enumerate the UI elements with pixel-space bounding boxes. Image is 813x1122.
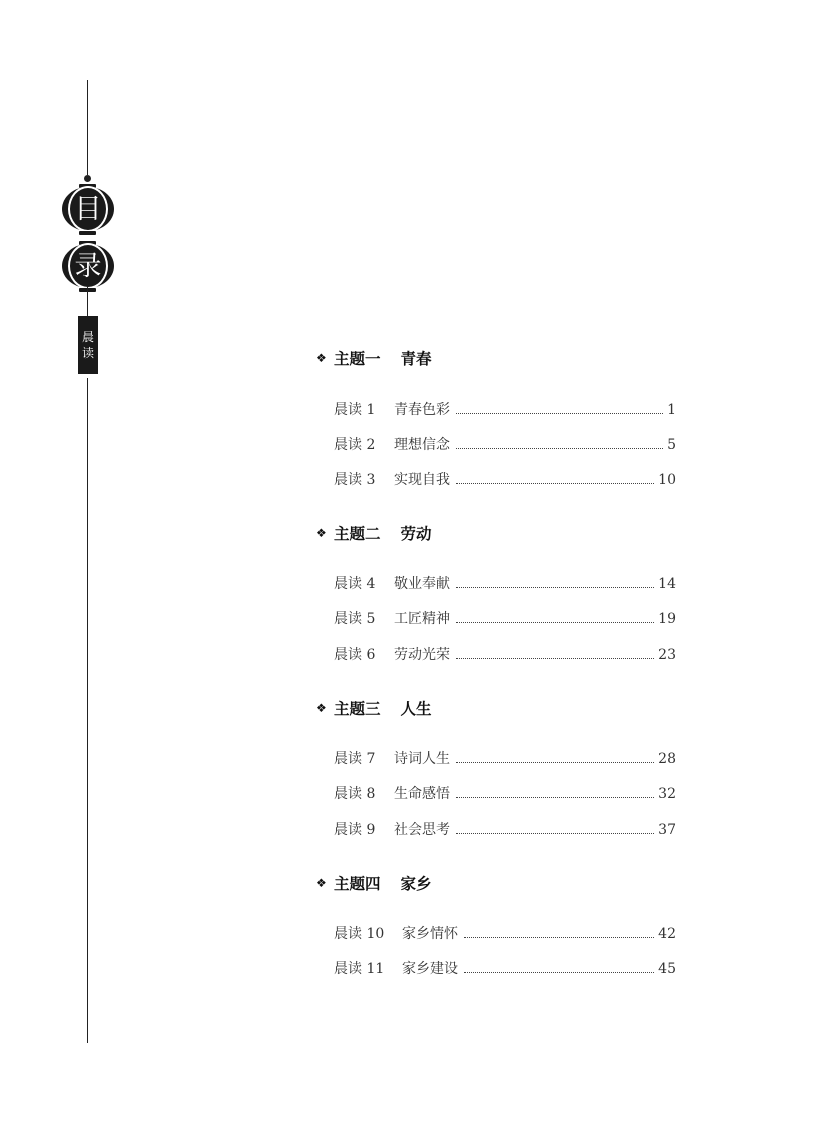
dot-leader — [464, 971, 654, 973]
toc-entry[interactable] — [334, 923, 676, 943]
theme-heading — [316, 872, 432, 894]
toc-entry[interactable] — [334, 469, 676, 489]
theme-name: 劳动 — [400, 524, 432, 543]
theme-heading — [316, 522, 432, 544]
dot-leader — [464, 936, 654, 938]
dot-leader — [456, 447, 663, 449]
toc-entry[interactable] — [334, 748, 676, 768]
entry-title: 家乡情怀 — [402, 926, 458, 942]
page-number: 42 — [658, 926, 676, 942]
theme-heading — [316, 697, 432, 719]
title-char-lu: 录 — [74, 250, 102, 282]
page-number: 23 — [658, 647, 676, 663]
dot-leader — [456, 482, 654, 484]
entry-label: 晨读 8 — [334, 786, 376, 802]
tag-char: 晨 — [81, 330, 94, 344]
page-number: 19 — [658, 611, 676, 627]
theme-number: 主题三 — [334, 699, 381, 718]
entry-label: 晨读 9 — [334, 822, 376, 838]
entry-title: 社会思考 — [394, 822, 450, 838]
toc-entry[interactable] — [334, 644, 676, 664]
page-number: 14 — [658, 576, 676, 592]
entry-title: 敬业奉献 — [394, 576, 450, 592]
page-number: 5 — [667, 437, 676, 453]
diamond-icon: ❖ — [316, 526, 327, 540]
dot-leader — [456, 657, 654, 659]
entry-label: 晨读 5 — [334, 611, 376, 627]
hanger-bead — [84, 175, 91, 182]
string-line — [87, 80, 88, 175]
lantern-cap — [79, 231, 96, 235]
page-number: 45 — [658, 961, 676, 977]
lantern-mu — [62, 187, 114, 231]
theme-name: 家乡 — [400, 874, 432, 893]
toc-entry[interactable] — [334, 573, 676, 593]
diamond-icon: ❖ — [316, 876, 327, 890]
entry-title: 劳动光荣 — [394, 647, 450, 663]
diamond-icon: ❖ — [316, 701, 327, 715]
dot-leader — [456, 796, 654, 798]
page-number: 10 — [658, 472, 676, 488]
page-number: 1 — [667, 402, 676, 418]
toc-entry[interactable] — [334, 399, 676, 419]
entry-label: 晨读 11 — [334, 961, 385, 977]
entry-label: 晨读 7 — [334, 751, 376, 767]
theme-number: 主题二 — [334, 524, 381, 543]
toc-entry[interactable] — [334, 783, 676, 803]
toc-entry[interactable] — [334, 958, 676, 978]
diamond-icon: ❖ — [316, 351, 327, 365]
string-line — [87, 378, 88, 1043]
page-number: 28 — [658, 751, 676, 767]
title-char-mu: 目 — [74, 193, 102, 225]
theme-name: 人生 — [400, 699, 432, 718]
entry-label: 晨读 4 — [334, 576, 376, 592]
entry-title: 实现自我 — [394, 472, 450, 488]
string-line — [87, 286, 88, 316]
theme-number: 主题四 — [334, 874, 381, 893]
page-number: 37 — [658, 822, 676, 838]
entry-label: 晨读 2 — [334, 437, 376, 453]
dot-leader — [456, 761, 654, 763]
theme-heading — [316, 347, 432, 369]
dot-leader — [456, 586, 654, 588]
entry-title: 理想信念 — [394, 437, 450, 453]
theme-name: 青春 — [400, 349, 432, 368]
theme-number: 主题一 — [334, 349, 381, 368]
entry-label: 晨读 3 — [334, 472, 376, 488]
entry-label: 晨读 1 — [334, 402, 376, 418]
toc-entry[interactable] — [334, 608, 676, 628]
chendu-tag — [78, 316, 98, 374]
entry-title: 家乡建设 — [402, 961, 458, 977]
dot-leader — [456, 832, 654, 834]
entry-title: 青春色彩 — [394, 402, 450, 418]
toc-entry[interactable] — [334, 819, 676, 839]
entry-title: 工匠精神 — [394, 611, 450, 627]
dot-leader — [456, 412, 663, 414]
entry-title: 生命感悟 — [394, 786, 450, 802]
tag-char: 读 — [81, 346, 94, 360]
dot-leader — [456, 621, 654, 623]
entry-label: 晨读 6 — [334, 647, 376, 663]
entry-title: 诗词人生 — [394, 751, 450, 767]
toc-entry[interactable] — [334, 434, 676, 454]
page-number: 32 — [658, 786, 676, 802]
lantern-lu — [62, 244, 114, 288]
entry-label: 晨读 10 — [334, 926, 385, 942]
